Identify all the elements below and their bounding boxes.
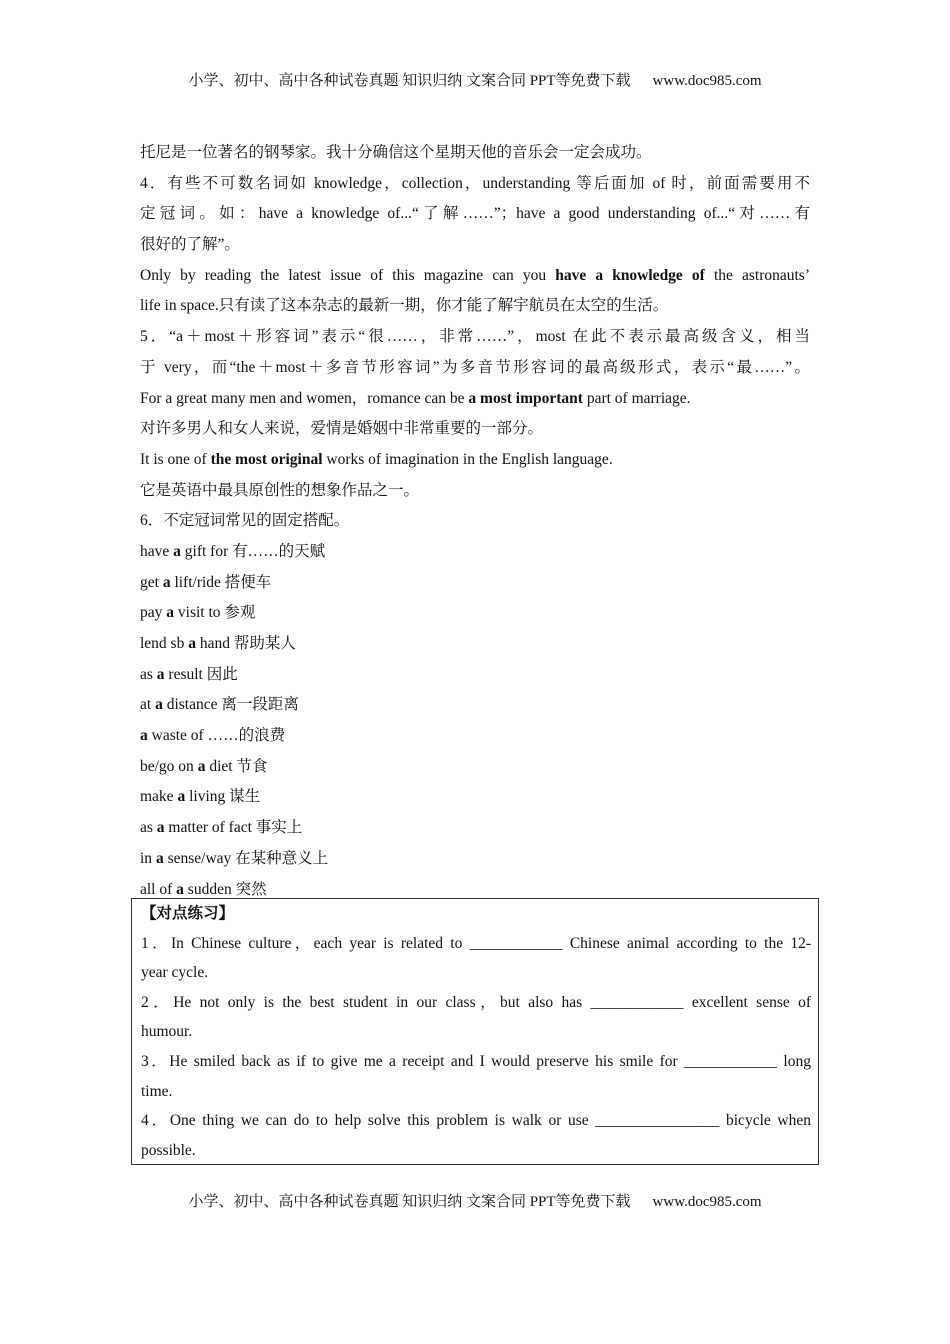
text-segment: waste of ……的浪费 (147, 727, 286, 745)
exercise-line: year cycle. (141, 964, 209, 982)
text-segment: living 谋生 (185, 788, 261, 806)
text-line (140, 693, 810, 724)
text-segment: in (140, 849, 156, 867)
bold-phrase: a (156, 819, 165, 837)
exercise-line: possible. (141, 1141, 196, 1159)
text-segment: make (140, 788, 178, 806)
bold-phrase: a (140, 727, 148, 745)
text-segment: diet 节食 (205, 757, 268, 775)
text-line (140, 663, 810, 694)
bold-phrase: a (162, 573, 171, 591)
text-segment: lend sb (140, 635, 189, 652)
text-segment: 5．“a＋most＋形容词”表示“很……，非常……”，most 在此不表示最高级含义，相当 (140, 328, 810, 346)
header-text: 小学、初中、高中各种试卷真题 知识归纳 文案合同 PPT等免费下载 (188, 73, 631, 89)
text-line (140, 632, 810, 663)
text-line (140, 294, 810, 325)
text-line (140, 755, 810, 786)
text-segment: 很好的了解”。 (140, 236, 240, 254)
exercise-line: 3．He smiled back as if to give me a receipt and I would preserve his smile for ____________ long (141, 1052, 811, 1070)
exercise-title: 【对点练习】 (141, 905, 235, 922)
text-segment: all of (140, 880, 177, 898)
text-segment: lift/ride 搭便车 (170, 573, 272, 591)
text-segment: distance 离一段距离 (162, 696, 299, 714)
page-header (0, 69, 950, 90)
bold-phrase: a (177, 788, 186, 806)
text-segment: be/go on (140, 757, 198, 775)
text-segment: life in space.只有读了这本杂志的最新一期，你才能了解宇航员在太空的生活。 (140, 297, 669, 315)
text-segment: It is one of (140, 450, 211, 468)
text-line (140, 479, 810, 510)
text-segment: as (140, 819, 157, 837)
text-segment: 托尼是一位著名的钢琴家。我十分确信这个星期天他的音乐会一定会成功。 (140, 144, 652, 161)
text-segment: have (140, 542, 174, 560)
text-line (140, 233, 810, 264)
exercise-line: time. (141, 1082, 173, 1100)
text-segment: 对许多男人和女人来说，爱情是婚姻中非常重要的一部分。 (140, 420, 544, 438)
text-segment: get (140, 573, 163, 591)
text-line (140, 325, 810, 356)
text-line (140, 141, 810, 172)
text-line (140, 601, 810, 632)
bold-phrase: a (176, 880, 184, 898)
text-line (140, 509, 810, 540)
text-line (140, 448, 810, 479)
bold-phrase: a most important (468, 389, 583, 407)
bold-phrase: a (166, 604, 175, 622)
bold-phrase: a (155, 696, 163, 714)
footer-text: 小学、初中、高中各种试卷真题 知识归纳 文案合同 PPT等免费下载 (188, 1194, 631, 1210)
text-segment: For a great many men and women，romance can be (140, 389, 469, 407)
text-line (140, 816, 810, 847)
text-line (140, 724, 810, 755)
bold-phrase: a (155, 849, 164, 867)
bold-phrase: have a knowledge of (555, 266, 705, 284)
text-line (140, 356, 810, 387)
text-line (140, 387, 810, 418)
text-line (140, 202, 810, 233)
document-body (140, 141, 810, 908)
text-segment: 它是英语中最具原创性的想象作品之一。 (140, 481, 420, 499)
text-segment: sudden 突然 (183, 880, 267, 898)
text-line (140, 417, 810, 448)
exercise-line: 2．He not only is the best student in our class，but also has ____________ excellent sense of (141, 993, 811, 1011)
bold-phrase: a (188, 635, 196, 652)
exercise-line: 4．One thing we can do to help solve this problem is walk or use ________________ bicycle when (141, 1112, 811, 1130)
text-segment: pay (140, 604, 167, 622)
text-segment: visit to 参观 (174, 604, 256, 622)
bold-phrase: a (173, 542, 181, 560)
text-segment: result 因此 (164, 665, 238, 683)
bold-phrase: a (156, 665, 165, 683)
text-segment: 定冠词。如：have a knowledge of...“了解……”；have a good understanding of...“对……有 (140, 205, 810, 223)
text-segment: as (140, 665, 157, 683)
exercise-box (131, 898, 819, 1165)
text-segment: works of imagination in the English language. (322, 450, 613, 468)
text-segment: 4．有些不可数名词如 knowledge，collection，understanding 等后面加 of 时，前面需要用不 (140, 174, 810, 192)
text-segment: sense/way 在某种意义上 (163, 849, 329, 867)
text-segment: Only by reading the latest issue of this magazine can you (140, 266, 556, 284)
exercise-line: humour. (141, 1023, 193, 1041)
page-footer (0, 1190, 950, 1211)
bold-phrase: the most original (210, 450, 323, 468)
text-line (140, 264, 810, 295)
text-line (140, 540, 810, 571)
text-segment: 于 very，而“the＋most＋多音节形容词”为多音节形容词的最高级形式，表示“最……”。 (140, 358, 810, 376)
header-site: www.doc985.com (652, 73, 762, 89)
text-segment: 6．不定冠词常见的固定搭配。 (140, 512, 350, 530)
text-segment: matter of fact 事实上 (164, 819, 303, 837)
footer-site: www.doc985.com (652, 1194, 762, 1210)
text-segment: the astronauts’ (704, 266, 810, 284)
bold-phrase: a (197, 757, 206, 775)
text-line (140, 847, 810, 878)
text-segment: hand 帮助某人 (195, 635, 296, 652)
text-segment: gift for 有……的天赋 (180, 542, 326, 560)
text-line (140, 785, 810, 816)
text-line (140, 571, 810, 602)
text-line (140, 172, 810, 203)
text-segment: at (140, 696, 156, 714)
exercise-line: 1．In Chinese culture，each year is related to ____________ Chinese animal according to the 12- (141, 934, 811, 952)
text-segment: part of marriage. (582, 389, 691, 407)
